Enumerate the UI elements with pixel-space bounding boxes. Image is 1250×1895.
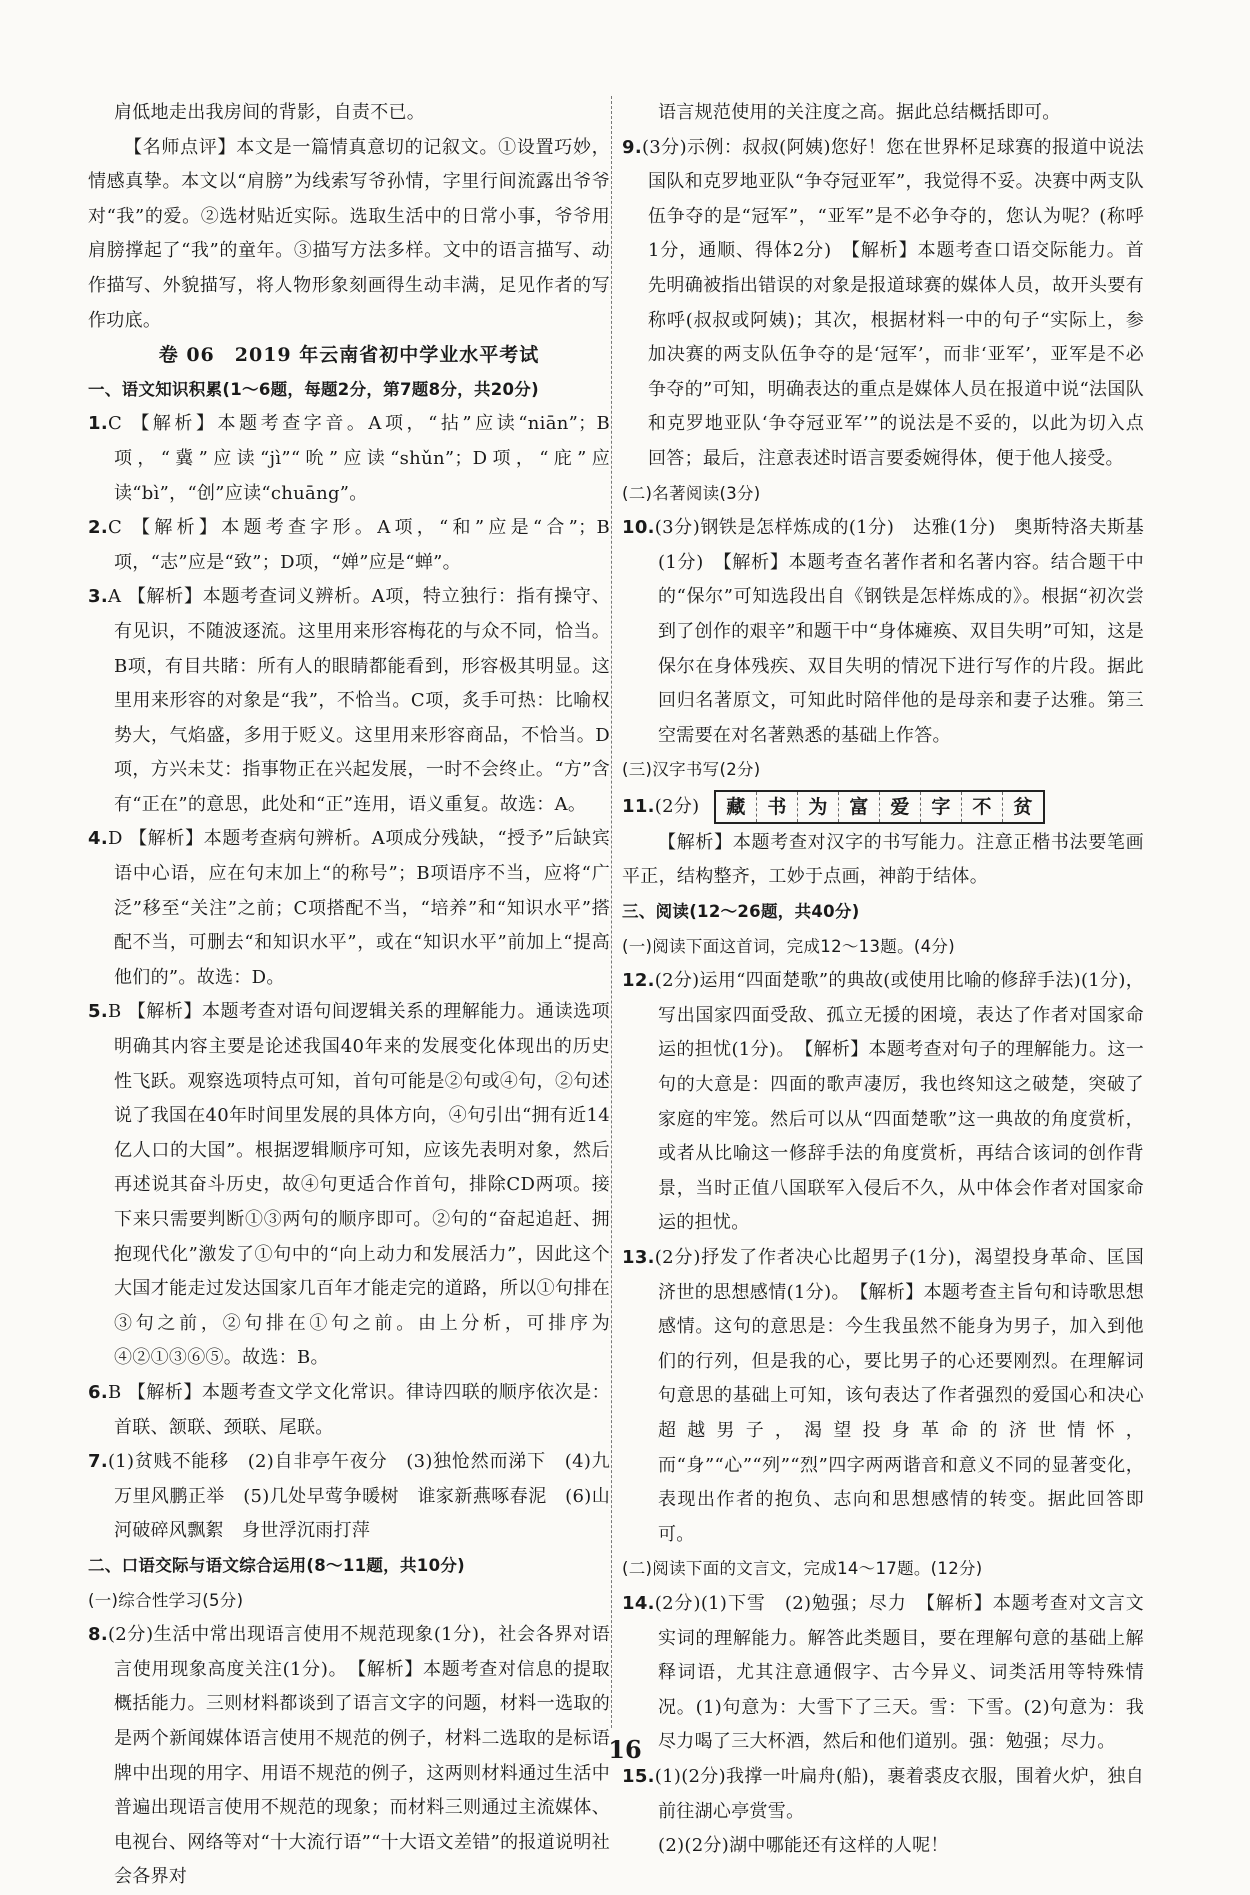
answer-text: B 【解析】本题考查对语句间逻辑关系的理解能力。通读选项明确其内容主要是论述我国40年来的发展变化体现出的历史性飞跃。观察选项特点可知，首句可能是②句或④句，②句述说了我国在40年时间里发展的具体方向，④句引出“拥有近14亿人口的大国”。根据逻辑顺序可知，应该先表明对象，然后再述说其奋斗历史，故④句更适合作首句，排除CD两项。接下来只需要判断①③两句的顺序即可。②句的“奋起追赶、拥抱现代化”激发了①句中的“向上动力和发展活力”，因此这个大国才能走过发达国家几百年才能走完的道路，所以①句排在③句之前，②句排在①句之前。由上分析，可排序为④②①③⑥⑤。故选：B。: [107, 1001, 610, 1369]
grid-cell: 为: [798, 792, 839, 822]
handwriting-answer-row: [622, 788, 1144, 826]
right-column: [622, 96, 1144, 1864]
answer-item: [88, 1376, 610, 1445]
left-column: [88, 96, 610, 1895]
grid-cell: 贫: [1013, 795, 1033, 818]
question-number: 12.: [622, 970, 655, 992]
paragraph: (2)(2分)湖中哪能还有这样的人呢！: [658, 1835, 949, 1857]
question-number: 7.: [88, 1451, 108, 1473]
paragraph: 【名师点评】本文是一篇情真意切的记叙文。①设置巧妙，情感真挚。本文以“肩膀”为线索写爷孙情，字里行间流露出爷爷对“我”的爱。②选材贴近实际。选取生活中的日常小事，爷爷用肩膀撑起了“我”的童年。③描写方法多样。文中的语言描写、动作描写、外貌描写，将人物形象刻画得生动丰满，足见作者的写作功底。: [88, 136, 610, 331]
question-number: 1.: [88, 413, 108, 435]
question-number: 5.: [88, 1001, 108, 1023]
answer-item: [88, 822, 610, 995]
page-number: 16: [608, 1735, 642, 1764]
answer-text: (3分)示例：叔叔(阿姨)您好！您在世界杯足球赛的报道中说法国队和克罗地亚队“争夺冠亚军”，我觉得不妥。决赛中两支队伍争夺的是“冠军”，“亚军”是不必争夺的，您认为呢？(称呼1分，通顺、得体2分) 【解析】本题考查口语交际能力。首先明确被指出错误的对象是报道球赛的媒体人员，故开头要有称呼(叔叔或阿姨)；其次，根据材料一中的句子“实际上，参加决赛的两支队伍争夺的是‘冠军’，而非‘亚军’，亚军是不必争夺的”可知，明确表达的重点是媒体人员在报道中说“法国队和克罗地亚队‘争夺冠亚军’”的说法是不妥的，以此为切入点回答；最后，注意表述时语言要委婉得体，便于他人接受。: [641, 136, 1144, 469]
answer-item: [88, 580, 610, 822]
question-number: 2.: [88, 517, 108, 539]
grid-cell: 字: [921, 792, 962, 822]
section-heading: 三、阅读(12～26题，共40分): [622, 902, 860, 922]
question-number: 6.: [88, 1381, 108, 1403]
subsection-heading: (三)汉字书写(2分): [622, 760, 761, 780]
answer-text: (2分)(1)下雪 (2)勉强；尽力 【解析】本题考查对文言文实词的理解能力。解答此类题目，要在理解句意的基础上解释词语，尤其注意通假字、古今异义、词类活用等特殊情况。(1)句意为：大雪下了三天。雪：下雪。(2)句意为：我尽力喝了三大杯酒，然后和他们道别。强：勉强；尽力。: [654, 1592, 1144, 1753]
answer-text: A 【解析】本题考查词义辨析。A项，特立独行：指有操守、有见识，不随波逐流。这里用来形容梅花的与众不同，恰当。B项，有目共睹：所有人的眼睛都能看到，形容极其明显。这里用来形容的对象是“我”，不恰当。C项，炙手可热：比喻权势大，气焰盛，多用于贬义。这里用来形容商品，不恰当。D项，方兴未艾：指事物正在兴起发展，一时不会终止。“方”含有“正在”的意思，此处和“正”连用，语义重复。故选：A。: [107, 586, 610, 815]
grid-cell: 书: [757, 792, 798, 822]
grid-cell: 富: [839, 792, 880, 822]
subsection-heading: (一)阅读下面这首词，完成12～13题。(4分): [622, 936, 955, 956]
answer-text: C 【解析】本题考查字形。A项，“和”应是“合”；B项，“志”应是“致”；D项，“婵”应是“蝉”。: [107, 517, 610, 573]
answer-item: [622, 1587, 1144, 1760]
answer-item: [88, 407, 610, 511]
section-heading: 二、口语交际与语文综合运用(8～11题，共10分): [88, 1555, 465, 1575]
answer-item: [622, 1760, 1144, 1829]
answer-text: D 【解析】本题考查病句辨析。A项成分残缺，“授予”后缺宾语中心语，应在句末加上“的称号”；B项语序不当，应将“广泛”移至“关注”之前；C项搭配不当，“培养”和“知识水平”搭配不当，可删去“和知识水平”，或在“知识水平”前加上“提高他们的”。故选：D。: [107, 828, 610, 988]
answer-item: [622, 964, 1144, 1241]
grid-cell: 爱: [880, 792, 921, 822]
answer-text: (1)贫贱不能移 (2)自非亭午夜分 (3)独怆然而涕下 (4)九万里风鹏正举 (5)几处早莺争暖树 谁家新燕啄春泥 (6)山河破碎风飘絮 身世浮沉雨打萍: [107, 1451, 610, 1542]
paragraph: 肩低地走出我房间的背影，自责不已。: [114, 102, 426, 123]
answer-item: [622, 1241, 1144, 1552]
character-grid: [714, 790, 1045, 824]
answer-item: [622, 511, 1144, 753]
question-number: 4.: [88, 828, 108, 850]
question-number: 15.: [622, 1765, 655, 1787]
paragraph: 【解析】本题考查对汉字的书写能力。注意正楷书法要笔画平正，结构整齐，工妙于点画，神韵于结体。: [622, 831, 1144, 888]
answer-text: B 【解析】本题考查文学文化常识。律诗四联的顺序依次是：首联、颔联、颈联、尾联。: [107, 1381, 610, 1438]
answer-item: [88, 1445, 610, 1549]
answer-item: [622, 131, 1144, 477]
column-divider: [611, 96, 612, 1728]
exam-title: 卷 06 2019 年云南省初中学业水平考试: [158, 344, 540, 367]
answer-text: (1)(2分)我撑一叶扁舟(船)，裹着裘皮衣服，围着火炉，独自前往湖心亭赏雪。: [654, 1765, 1144, 1822]
question-number: 13.: [622, 1247, 655, 1268]
grid-cell: 藏: [716, 792, 757, 822]
question-number: 11.: [622, 795, 655, 817]
question-number: 10.: [622, 517, 655, 539]
subsection-heading: (一)综合性学习(5分): [88, 1590, 244, 1610]
section-heading: 一、语文知识积累(1～6题，每题2分，第7题8分，共20分): [88, 379, 539, 399]
subsection-heading: (二)名著阅读(3分): [622, 483, 761, 503]
question-number: 9.: [622, 136, 642, 158]
paragraph: 语言规范使用的关注度之高。据此总结概括即可。: [658, 102, 1061, 123]
grid-cell: 不: [962, 792, 1003, 822]
answer-text: (2分)运用“四面楚歌”的典故(或使用比喻的修辞手法)(1分)，写出国家四面受敌、孤立无援的困境，表达了作者对国家命运的担忧(1分)。 【解析】本题考查对句子的理解能力。这一句的大意是：四面的歌声凄厉，我也终知这之破楚，突破了家庭的牢笼。然后可以从“四面楚歌”这一典故的角度赏析，或者从比喻这一修辞手法的角度赏析，再结合该词的创作背景，当时正值八国联军入侵后不久，从中体会作者对国家命运的担忧。: [654, 970, 1144, 1234]
question-number: 8.: [88, 1624, 108, 1646]
answer-text: (3分)钢铁是怎样炼成的(1分) 达雅(1分) 奥斯特洛夫斯基(1分) 【解析】本题考查名著作者和名著内容。结合题干中的“保尔”可知选段出自《钢铁是怎样炼成的》。根据“初次尝到了创作的艰辛”和题干中“身体瘫痪、双目失明”可知，这是保尔在身体残疾、双目失明的情况下进行写作的片段。据此回归名著原文，可知此时陪伴他的是母亲和妻子达雅。第三空需要在对名著熟悉的基础上作答。: [654, 517, 1145, 746]
score-label: (2分): [654, 795, 700, 817]
answer-text: (2分)生活中常出现语言使用不规范现象(1分)，社会各界对语言使用现象高度关注(1分)。 【解析】本题考查对信息的提取概括能力。三则材料都谈到了语言文字的问题，材料一选取的是两个新闻媒体语言使用不规范的例子，材料二选取的是标语牌中出现的用字、用语不规范的例子，这两则材料通过生活中普遍出现语言使用不规范的现象；而材料三则通过主流媒体、电视台、网络等对“十大流行语”“十大语文差错”的报道说明社会各界对: [107, 1624, 610, 1888]
question-label: [622, 790, 714, 825]
answer-text: (2分)抒发了作者决心比超男子(1分)，渴望投身革命、匡国济世的思想感情(1分)。 【解析】本题考查主旨句和诗歌思想感情。这句的意思是：今生我虽然不能身为男子，加入到他们的行列，但是我的心，要比男子的心还要刚烈。在理解词句意思的基础上可知，该句表达了作者强烈的爱国心和决心超越男子，渴望投身革命的济世情怀，而“身”“心”“列”“烈”四字两两谐音和意义不同的显著变化，表现出作者的抱负、志向和思想感情的转变。据此回答即可。: [654, 1247, 1144, 1545]
subsection-heading: (二)阅读下面的文言文，完成14～17题。(12分): [622, 1559, 983, 1579]
answer-text: C 【解析】本题考查字音。A项，“拈”应读“niān”；B项，“冀”应读“jì”“吮”应读“shǔn”；D项，“庇”应读“bì”，“创”应读“chuāng”。: [107, 413, 610, 504]
question-number: 3.: [88, 586, 108, 608]
question-number: 14.: [622, 1592, 655, 1614]
answer-item: [88, 511, 610, 580]
answer-item: [88, 995, 610, 1376]
